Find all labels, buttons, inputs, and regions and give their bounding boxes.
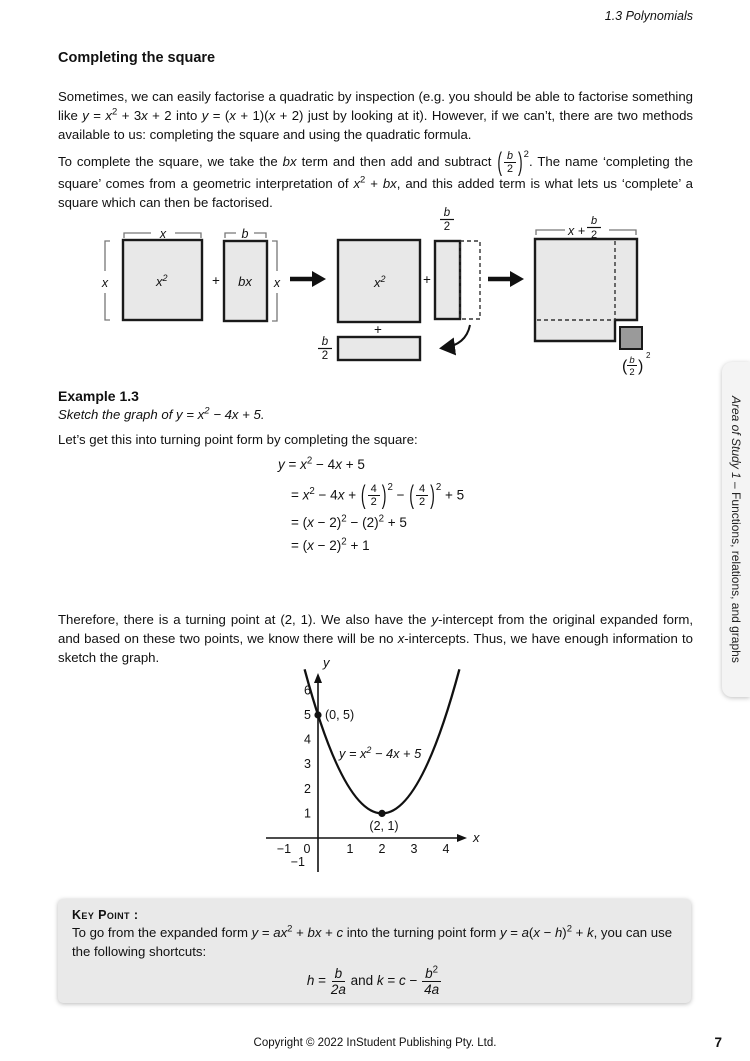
x-tick-labels bbox=[277, 842, 450, 856]
example-heading: Example 1.3 bbox=[58, 388, 139, 404]
svg-text:2: 2 bbox=[443, 221, 451, 233]
top-bracket-x-plus-b2 bbox=[536, 230, 636, 235]
completed-square-lshape bbox=[535, 239, 637, 341]
svg-text:−1: −1 bbox=[276, 842, 292, 856]
key-point-title: Key Point : bbox=[72, 908, 139, 922]
x-squared-label-2: $x^2$ bbox=[374, 274, 386, 290]
half-b-strip-horizontal bbox=[338, 337, 420, 360]
svg-text:3: 3 bbox=[410, 842, 418, 856]
svg-text:1: 1 bbox=[304, 806, 311, 821]
plus-sign: + bbox=[212, 273, 220, 288]
chapter-side-tab bbox=[722, 362, 750, 697]
page-number: 7 bbox=[714, 1035, 722, 1050]
chapter-side-tab-text: Area of Study 1 – Functions, relations, and graphs bbox=[729, 396, 743, 663]
height-label-x: x bbox=[101, 276, 109, 290]
svg-text:2: 2 bbox=[378, 842, 386, 856]
svg-text:2: 2 bbox=[646, 351, 651, 360]
equation-line-2: = $x^2 - 4x$ + ( $\frac{4}{2}$ )$^2$ − ( $\frac{4}{2}$ )$^2$ + 5 bbox=[291, 480, 465, 511]
x-axis-arrow bbox=[457, 834, 467, 842]
arrow-right-1 bbox=[290, 271, 326, 287]
svg-text:2: 2 bbox=[321, 350, 329, 362]
curve-equation-label: $y = x^2 - 4x + 5$ bbox=[339, 745, 422, 761]
y-intercept-point bbox=[314, 711, 321, 718]
x-axis-label: x bbox=[473, 830, 480, 845]
x-plus-b-over-2-label bbox=[567, 215, 601, 241]
b-over-2-squared-label bbox=[622, 351, 651, 378]
plus-sign-2: + bbox=[423, 272, 431, 287]
svg-text:b: b bbox=[590, 215, 598, 227]
svg-text:6: 6 bbox=[304, 683, 311, 698]
svg-text:b: b bbox=[629, 355, 635, 366]
svg-text:x +: x + bbox=[567, 224, 585, 238]
height-label-x2: x bbox=[273, 276, 281, 290]
svg-text:3: 3 bbox=[304, 757, 311, 772]
curved-move-arrow bbox=[443, 325, 470, 348]
section-heading: Completing the square bbox=[58, 50, 216, 66]
svg-text:4: 4 bbox=[304, 732, 311, 747]
equation-line-1: $y = x^2 - 4x + 5$ bbox=[278, 455, 365, 472]
key-point-body: To go from the expanded form $y = ax^2$ + bx + c into the turning point form $y = a(x - h)^2 + k$, you can use the following shortcuts: bbox=[72, 923, 673, 959]
b-over-2-squared-square bbox=[620, 327, 642, 349]
paragraph-complete-square: To complete the square, we take the bx term and then add and subtract ( $\frac{b}{2}$ )$^2$. The name ‘completing the square’ comes from a geometric interpretation of $x^2$ + bx, and this added term is what lets us ‘complete’ a square which can then be factorised. bbox=[58, 146, 694, 211]
completing-square-diagram bbox=[85, 203, 665, 381]
svg-text:(: ( bbox=[622, 358, 628, 375]
svg-text:): ) bbox=[638, 358, 644, 375]
example-lead: Let’s get this into turning point form by completing the square: bbox=[58, 432, 418, 447]
svg-text:2: 2 bbox=[304, 781, 311, 796]
plus-sign-below: + bbox=[374, 322, 382, 337]
turning-point bbox=[378, 810, 385, 817]
arrow-right-2 bbox=[488, 271, 524, 287]
svg-text:0: 0 bbox=[303, 842, 311, 856]
b-over-2-label-left bbox=[318, 336, 332, 362]
width-label-x: x bbox=[159, 227, 167, 241]
y-axis-label: y bbox=[323, 655, 330, 670]
svg-text:2: 2 bbox=[590, 229, 598, 241]
key-point-box bbox=[58, 899, 691, 1003]
svg-text:−1: −1 bbox=[290, 855, 305, 869]
key-point-formula: h = $\frac{b}{2a}$ and k = c − $\frac{b^2}{4a}$ bbox=[306, 964, 440, 998]
dashed-half-strip bbox=[460, 241, 480, 319]
example-prompt: Sketch the graph of $y = x^2 - 4x + 5$. bbox=[58, 405, 265, 422]
b-over-2-label-top bbox=[440, 207, 454, 233]
svg-text:5: 5 bbox=[304, 708, 311, 722]
half-b-strip-vertical bbox=[435, 241, 460, 319]
axes bbox=[266, 677, 463, 872]
svg-text:2: 2 bbox=[629, 367, 635, 378]
svg-text:b: b bbox=[321, 336, 329, 348]
svg-text:4: 4 bbox=[442, 842, 450, 856]
width-label-b: b bbox=[241, 227, 249, 241]
running-header: 1.3 Polynomials bbox=[604, 9, 693, 23]
y-intercept-label: (0, 5) bbox=[325, 708, 355, 722]
turning-point-label: (2, 1) bbox=[369, 819, 399, 833]
equation-line-4: = $(x - 2)^2 + 1$ bbox=[291, 536, 370, 553]
svg-text:b: b bbox=[443, 207, 451, 219]
paragraph-intro: Sometimes, we can easily factorise a quadratic by inspection (e.g. you should be able to factorise something like $y = x^2 + 3x + 2$ into y = (x + 1)(x + 2) just by looking at it). However, if we can’t, there are two methods available to us: completing the square and using the quadratic formula. bbox=[58, 89, 694, 142]
paragraph-conclusion: Therefore, there is a turning point at (2, 1). We also have the y-intercept from the original expanded form, and based on these two points, we know there will be no x-intercepts. Thus, we have enough information to sketch the graph. bbox=[58, 612, 693, 665]
footer-copyright: Copyright © 2022 InStudent Publishing Pty. Ltd. bbox=[253, 1037, 497, 1049]
parabola-graph bbox=[253, 650, 503, 885]
equation-line-3: = $(x - 2)^2 - (2)^2 + 5$ bbox=[291, 513, 407, 530]
svg-text:1: 1 bbox=[346, 842, 354, 856]
y-axis-arrow bbox=[314, 673, 322, 683]
x-squared-label: $x^2$ bbox=[156, 273, 168, 289]
bx-label: bx bbox=[238, 274, 252, 289]
parabola-curve bbox=[305, 669, 460, 813]
worked-equations bbox=[278, 457, 464, 553]
